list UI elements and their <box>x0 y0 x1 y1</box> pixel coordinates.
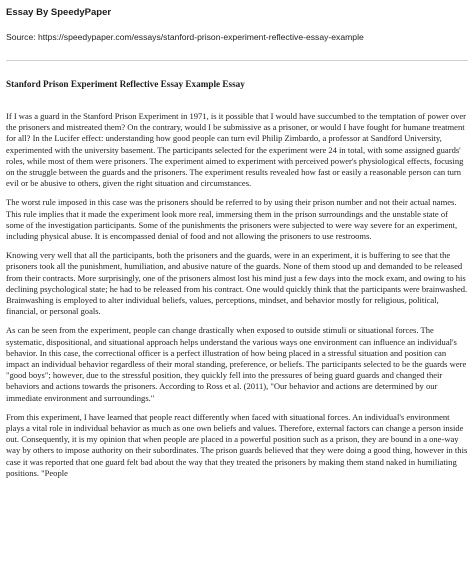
paragraph: As can be seen from the experiment, people can change drastically when exposed to outside stimuli or situational forces. The systematic, dispositional, and situational approach helps understand the various ways one environment can influence an individual's behavior. In this case, the correctional officer is a perfect illustration of how being placed in a stressful situation and position can impact an individual behavior regardless of their moral standing, preference, or beliefs. The participants selected to be the guards were "good boys"; however, due to the stressful position, they quickly fell into the pressures of being guard guards and changed their behaviors and actions towards the prisoners. According to Ross et al. (2011), "Our behavior and actions are determined by our immediate environment and surroundings." <box>6 325 467 403</box>
header-divider <box>6 60 468 61</box>
brand-title: Essay By SpeedyPaper <box>6 7 112 18</box>
paragraph: The worst rule imposed in this case was the prisoners should be referred to by using their prison number and not their actual names. This rule implies that it made the experiment look more real, immersing them in the prison surroundings and the unstable state of some of the investigation participants. Some of the punishments the prisoners were subjected to were way severe for an experiment, including physical abuse. It is encompassed denial of food and not allowing the prisoners to use restrooms. <box>6 197 458 242</box>
essay-body <box>6 111 468 487</box>
paragraph: If I was a guard in the Stanford Prison Experiment in 1971, is it possible that I would have succumbed to the temptation of power over the prisoners and mistreated them? On the contrary, would I be submissive as a prisoner, or would I have fought for humane treatment for all? In the Lucifer effect: understanding how good people can turn evil Philip Zimbardo, a professor at Sandford University, experimented with the university basement. The participants selected for the experiment were 24 in total, with some assigned guards' roles, while most of them were prisoners. The experiment aimed to experiment with perceived power's physiological effects, focusing on the struggle between the guards and the prisoners. The experiment results revealed how fast or easily a reasonable person can turn evil or be abusive to others, given the right situation and circumstances. <box>6 111 467 189</box>
paragraph: Knowing very well that all the participants, both the prisoners and the guards, were in an experiment, it is buffering to see that the prisoners took all the punishment, humiliation, and abusive nature of the guards. None of them stood up and demanded to be released from their contracts. More surprisingly, one of the prisoners almost lost his mind just a few days into the mock exam, and owing to his declining psychological state; he had to be released from his contract. One would quickly think that the participants were brainwashed. Brainwashing is employed to alter individual beliefs, values, perceptions, mindset, and behavior mostly for religious, political, financial, or personal goals. <box>6 250 468 317</box>
source-link[interactable]: Source: https://speedypaper.com/essays/stanford-prison-experiment-reflective-essay-example <box>6 32 364 42</box>
paragraph: From this experiment, I have learned that people react differently when faced with situational forces. An individual's environment plays a vital role in individual behavior as much as one own beliefs and values. Therefore, external factors can change a person inside out. Consequently, it is my opinion that when people are placed in a powerful position such as a prison, they are bound in a one-way way by others to impose authority on their subordinates. The prison guards believed that they were doing a good thing, however in this case it was reported that one guard felt bad about the way that they treated the prisoners by making them stand naked in humiliating positions. "People <box>6 411 468 478</box>
essay-title: Stanford Prison Experiment Reflective Essay Example Essay <box>6 79 245 89</box>
document-header <box>6 7 468 43</box>
